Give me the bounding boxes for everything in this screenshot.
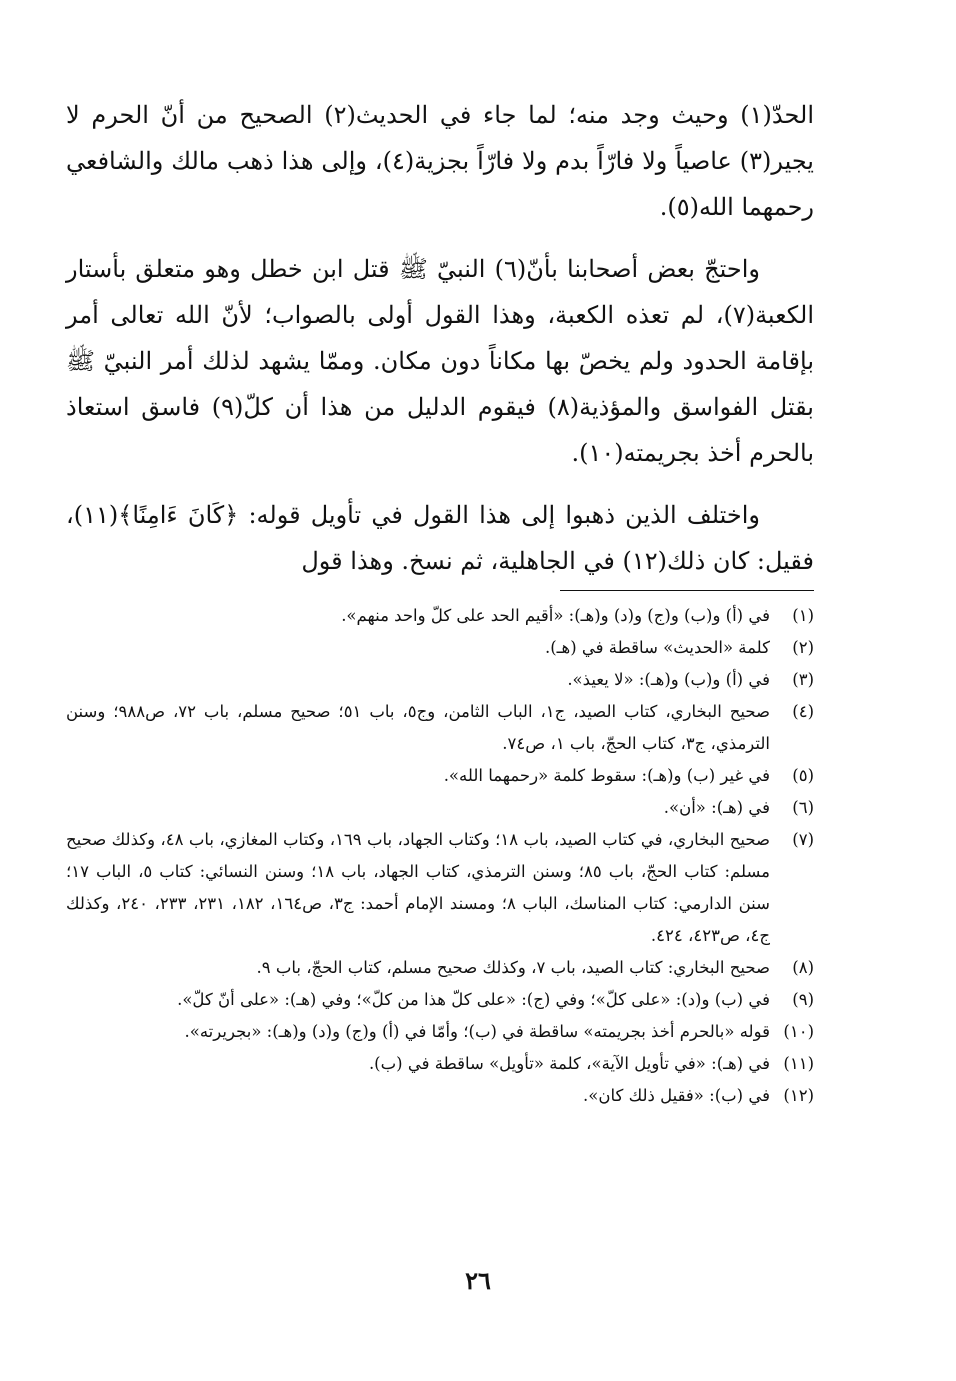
footnote [66, 984, 814, 1016]
footnote-number: (١٢) [783, 1086, 814, 1105]
footnote-text: في (ب) و(د): «على كلّ»؛ وفي (ج): «على كلّ هذا من كلّ»؛ وفي (هـ): «على أنّ كلّ». [177, 990, 770, 1009]
footnote-text: كلمة «الحديث» ساقطة في (هـ). [544, 638, 770, 657]
footnote-number: (١١) [783, 1054, 814, 1073]
footnote-text: صحيح البخاري: كتاب الصيد، باب ٧، وكذلك صحيح مسلم، كتاب الحجّ، باب ٩. [256, 958, 770, 977]
footnote [66, 600, 814, 632]
footnote [66, 664, 814, 696]
footnote [66, 632, 814, 664]
footnote-text: في (هـ): «أن». [663, 798, 770, 817]
footnote-text: في غير (ب) و(هـ): سقوط كلمة «رحمهما الله». [443, 766, 770, 785]
footnote [66, 1016, 814, 1048]
footnote-text: صحيح البخاري، كتاب الصيد، ج١، الباب الثامن، وج٥، باب ٥١؛ صحيح مسلم، باب ٧٢، ص٩٨٨؛ وسنن الترمذي، ج٣، كتاب الحجّ، باب ١، ص٧٤. [66, 702, 771, 753]
paragraph: الحدّ(١) وحيث وجد منه؛ لما جاء في الحديث(٢) الصحيح من أنّ الحرم لا يجير(٣) عاصياً ولا فارّاً بدم ولا فارّاً بجزية(٤)، وإلى هذا ذهب مالك والشافعي رحمهما الله(٥). [66, 101, 814, 221]
footnote-number: (٨) [792, 958, 814, 977]
footnotes [66, 600, 814, 1112]
footnote-number: (٢) [792, 638, 814, 657]
footnote [66, 792, 814, 824]
paragraph: واختلف الذين ذهبوا إلى هذا القول في تأويل قوله: ﴿كَانَ ءَامِنًا﴾(١١)، فقيل: كان ذلك(١٢) في الجاهلية، ثم نسخ. وهذا قول [66, 501, 814, 575]
footnote-separator [560, 590, 814, 591]
footnote-text: قوله «بالحرم أخذ بجريمته» ساقطة في (ب)؛ وأمّا في (أ) و(ج) و(د) و(هـ): «بجريرته». [184, 1022, 770, 1041]
footnote-number: (١٠) [783, 1022, 814, 1041]
footnote-text: في (أ) و(ب) و(ج) و(د) و(هـ): «أقيم الحد على كلّ واحد منهم». [341, 606, 770, 625]
footnote-number: (٧) [792, 830, 814, 849]
footnote [66, 952, 814, 984]
footnote-text: صحيح البخاري، في كتاب الصيد، باب ١٨؛ وكتاب الجهاد، باب ١٦٩، وكتاب المغازي، باب ٤٨، وكذلك صحيح مسلم: كتاب الحجّ، باب ٨٥؛ وسنن الترمذي، كتاب الجهاد، باب ١٨؛ وسنن النسائي: كتاب ٥، الباب ١٧؛ سنن الدارمي: كتاب المناسك، الباب ٨؛ ومسند الإمام أحمد: ج٣، ص١٦٤، ١٨٢، ٢٣١، ٢٣٣، ٢٤٠، وكذلك ج٤، ص٤٢٣، ٤٢٤. [66, 830, 771, 945]
footnote [66, 760, 814, 792]
footnote-text: في (هـ): «في تأويل الآية»، كلمة «تأويل» ساقطة في (ب). [368, 1054, 770, 1073]
footnote [66, 1048, 814, 1080]
footnote-number: (٣) [792, 670, 814, 689]
main-text [66, 92, 814, 600]
footnote-number: (١) [792, 606, 814, 625]
footnote [66, 824, 814, 952]
footnote-text: في (ب): «فقيل ذلك كان». [582, 1086, 770, 1105]
footnote-number: (٩) [792, 990, 814, 1009]
footnote-number: (٥) [792, 766, 814, 785]
footnote-text: في (أ) و(ب) و(هـ): «لا يعيذ». [567, 670, 770, 689]
paragraph: واحتجّ بعض أصحابنا بأنّ(٦) النبيّ ﷺ قتل ابن خطل وهو متعلق بأستار الكعبة(٧)، لم تعذه الكعبة، وهذا القول أولى بالصواب؛ لأنّ الله تعالى أمر بإقامة الحدود ولم يخصّ بها مكاناً دون مكان. وممّا يشهد لذلك أمر النبيّ ﷺ بقتل الفواسق والمؤذية(٨) فيقوم الدليل من هذا أن كلّ(٩) فاسق استعاذ بالحرم أخذ بجريمته(١٠). [66, 255, 814, 467]
footnote [66, 1080, 814, 1112]
footnote-number: (٤) [792, 702, 814, 721]
footnote [66, 696, 814, 760]
page-number: ٢٦ [465, 1266, 491, 1295]
footnote-number: (٦) [792, 798, 814, 817]
